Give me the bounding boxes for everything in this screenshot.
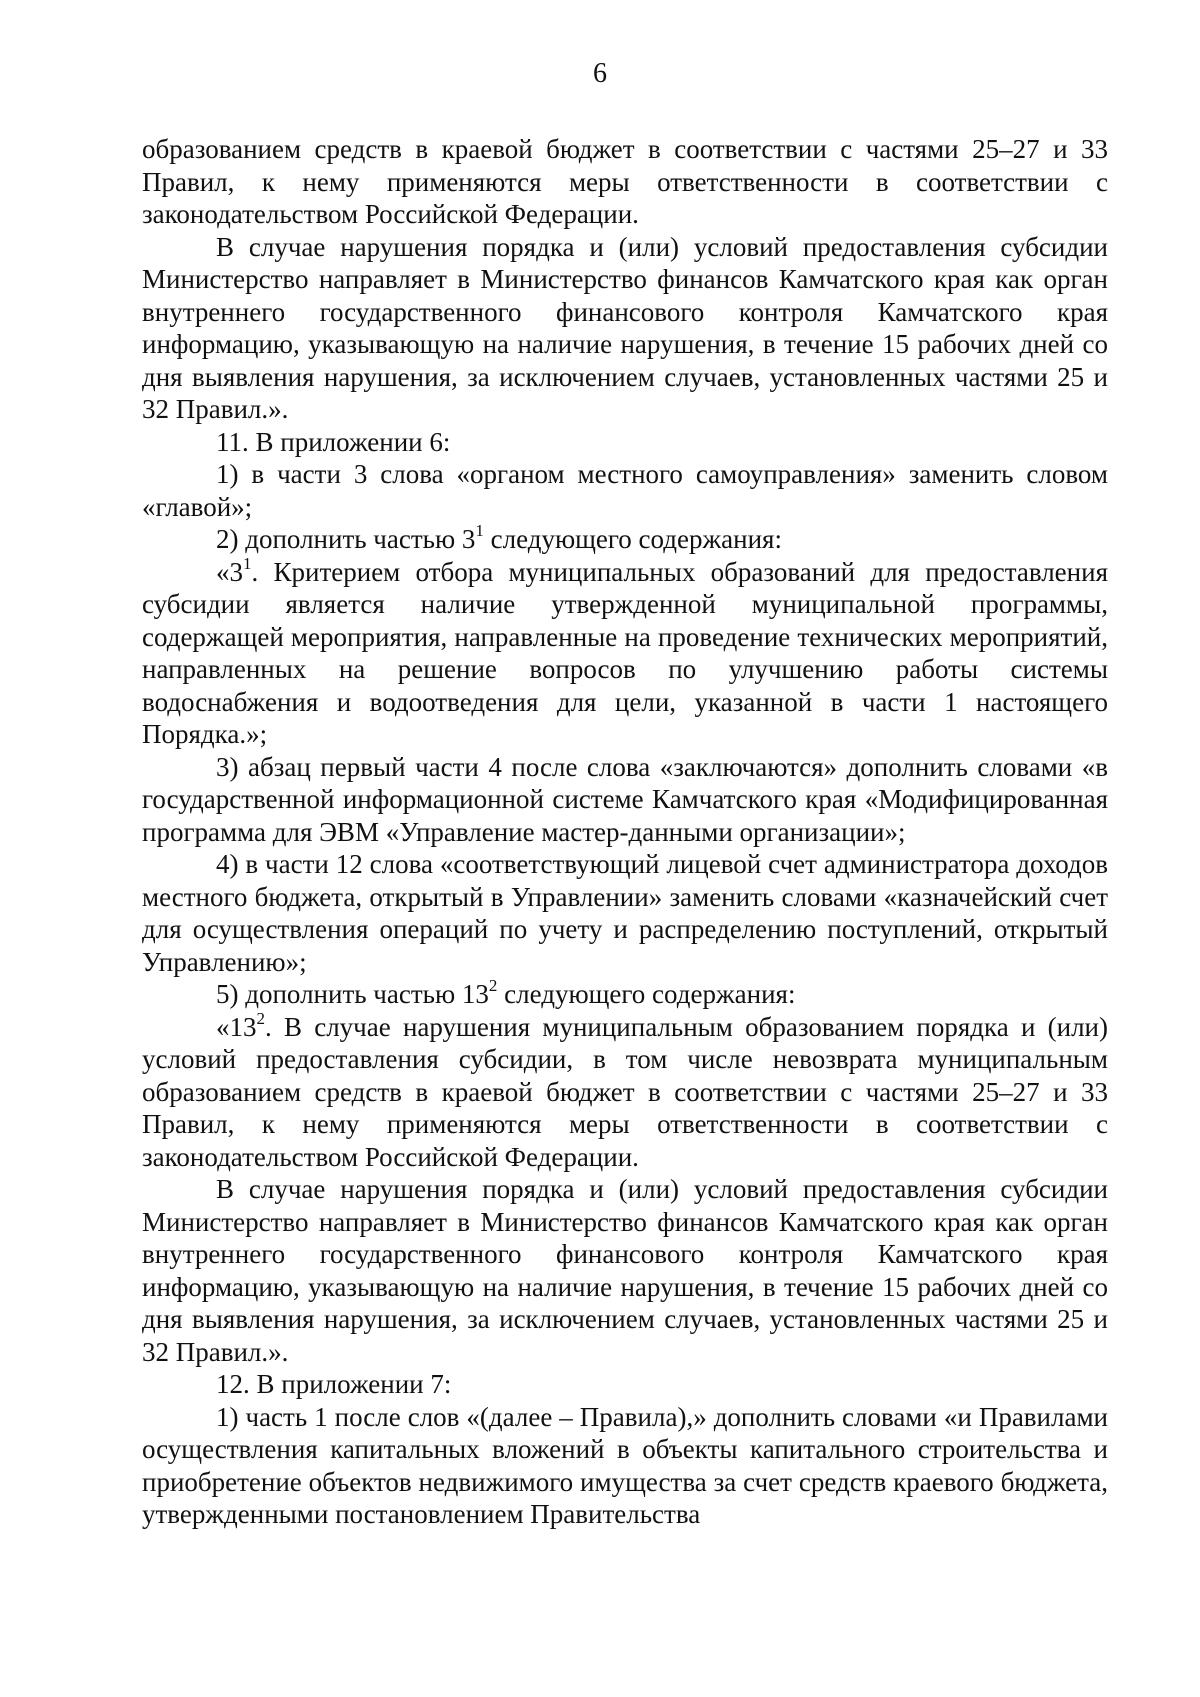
text-run: 2) дополнить частью 3 — [216, 524, 476, 554]
text-run: . Критерием отбора муниципальных образований для предоставления субсидии является наличие утвержденной муниципальной программы, содержащей мероприятия, направленные на проведение технических мероприятий, направленных на решение вопросов по улучшению работы системы водоснабжения и водоотведения для цели, указанной в части 1 настоящего Порядка.»; — [142, 556, 1108, 749]
paragraph — [142, 523, 1108, 556]
text-run: следующего содержания: — [497, 979, 796, 1009]
superscript: 2 — [256, 1008, 265, 1028]
text-run: . В случае нарушения муниципальным образованием порядка и (или) условий предоставления субсидии, в том числе невозврата муниципальным образованием средств в краевой бюджет в соответствии с частями 25–27 и 33 Правил, к нему применяются меры ответственности в соответствии с законодательством Российской Федерации. — [142, 1011, 1108, 1172]
text-run: «13 — [216, 1011, 257, 1042]
superscript: 2 — [488, 976, 498, 995]
paragraph: 3) абзац первый части 4 после слова «заключаются» дополнить словами «в государственной информационной системе Камчатского края «Модифицированная программа для ЭВМ «Управление мастер-данными организации»; — [142, 751, 1108, 847]
superscript: 1 — [475, 521, 484, 540]
text-run: 5) дополнить частью 13 — [216, 979, 489, 1009]
paragraph — [142, 1008, 1108, 1174]
text-run: следующего содержания: — [483, 524, 782, 554]
text-run: «3 — [216, 556, 243, 587]
paragraph: В случае нарушения порядка и (или) условий предоставления субсидии Министерство направляет в Министерство финансов Камчатского края как орган внутреннего государственного финансового контроля Камчатского края информацию, указывающую на наличие нарушения, в течение 15 рабочих дней со дня выявления нарушения, за исключением случаев, установленных частями 25 и 32 Правил.». — [142, 231, 1108, 424]
paragraph: 4) в части 12 слова «соответствующий лицевой счет администратора доходов местного бюджета, открытый в Управлении» заменить словами «казначейский счет для осуществления операций по учету и распределению поступлений, открытый Управлению»; — [142, 849, 1108, 977]
superscript: 1 — [243, 553, 252, 573]
paragraph: В случае нарушения порядка и (или) условий предоставления субсидии Министерство направляет в Министерство финансов Камчатского края как орган внутреннего государственного финансового контроля Камчатского края информацию, указывающую на наличие нарушения, в течение 15 рабочих дней со дня выявления нарушения, за исключением случаев, установленных частями 25 и 32 Правил.». — [142, 1174, 1108, 1367]
section-heading: 12. В приложении 7: — [216, 1369, 452, 1399]
document-body — [142, 133, 1108, 1531]
paragraph: образованием средств в краевой бюджет в соответствии с частями 25–27 и 33 Правил, к нему применяются меры ответственности в соответствии с законодательством Российской Федерации. — [142, 134, 1108, 229]
paragraph: 1) часть 1 после слов «(далее – Правила),» дополнить словами «и Правилами осуществления капитальных вложений в объекты капитального строительства и приобретение объектов недвижимого имущества за счет средств краевого бюджета, утвержденными постановлением Правительства — [142, 1401, 1108, 1529]
paragraph — [142, 978, 1108, 1011]
paragraph: 1) в части 3 слова «органом местного самоуправления» заменить словом «главой»; — [142, 459, 1108, 522]
paragraph — [142, 553, 1108, 751]
page-number: 6 — [593, 58, 607, 89]
section-heading: 11. В приложении 6: — [216, 426, 451, 457]
